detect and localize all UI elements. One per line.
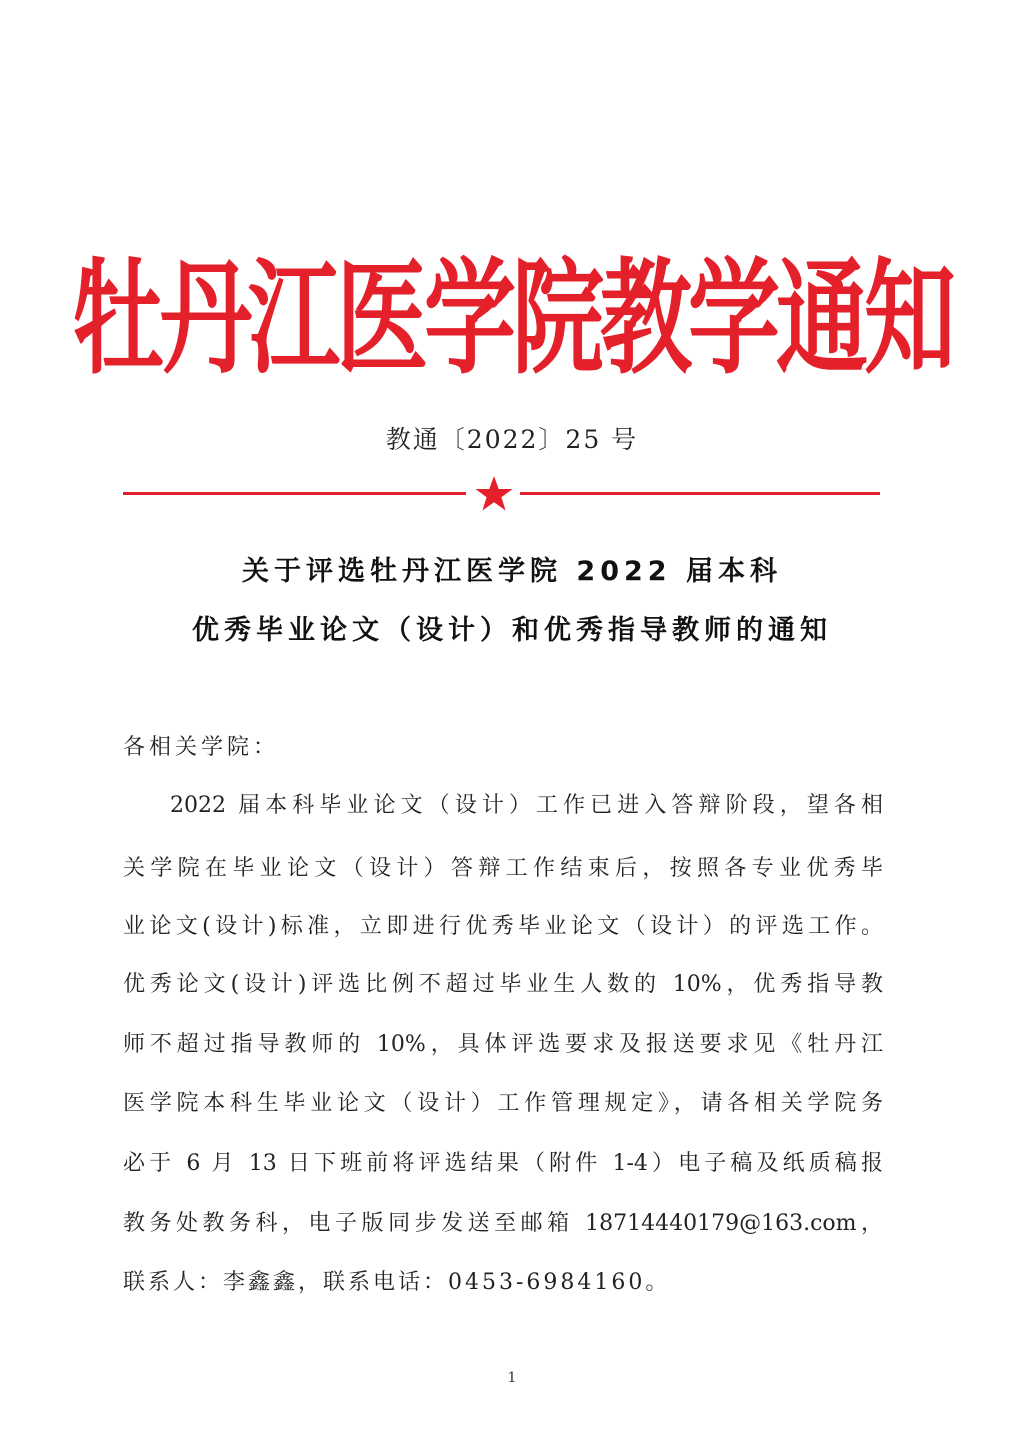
body-line: 必于 6 月 13 日下班前将评选结果（附件 1-4）电子稿及纸质稿报	[123, 1151, 883, 1176]
page-number: 1	[507, 1370, 517, 1386]
divider-left	[123, 492, 466, 495]
masthead-title: 牡丹江医学院教学通知	[71, 246, 952, 392]
divider-right	[520, 492, 880, 495]
body-line: 师不超过指导教师的 10%，具体评选要求及报送要求见《牡丹江	[123, 1032, 883, 1057]
star-shape	[476, 476, 513, 511]
body-line: 教务处教务科，电子版同步发送至邮箱 18714440179@163.com，	[123, 1211, 883, 1236]
body-line: 优秀论文(设计)评选比例不超过毕业生人数的 10%，优秀指导教	[123, 972, 883, 997]
body-line: 2022 届本科毕业论文（设计）工作已进入答辩阶段，望各相	[170, 793, 883, 818]
salutation: 各相关学院：	[123, 735, 280, 760]
body-line: 医学院本科生毕业论文（设计）工作管理规定》，请各相关学院务	[123, 1091, 883, 1116]
body-line: 业论文(设计)标准，立即进行优秀毕业论文（设计）的评选工作。	[123, 914, 883, 939]
body-line: 联系人：李鑫鑫，联系电话：0453-6984160。	[123, 1270, 671, 1295]
notice-title-line-1: 关于评选牡丹江医学院 2022 届本科	[242, 556, 782, 587]
star-icon	[474, 474, 514, 514]
document-number: 教通〔2022〕25 号	[385, 425, 639, 454]
notice-title-line-2: 优秀毕业论文（设计）和优秀指导教师的通知	[192, 615, 832, 646]
body-line: 关学院在毕业论文（设计）答辩工作结束后，按照各专业优秀毕	[123, 856, 883, 881]
